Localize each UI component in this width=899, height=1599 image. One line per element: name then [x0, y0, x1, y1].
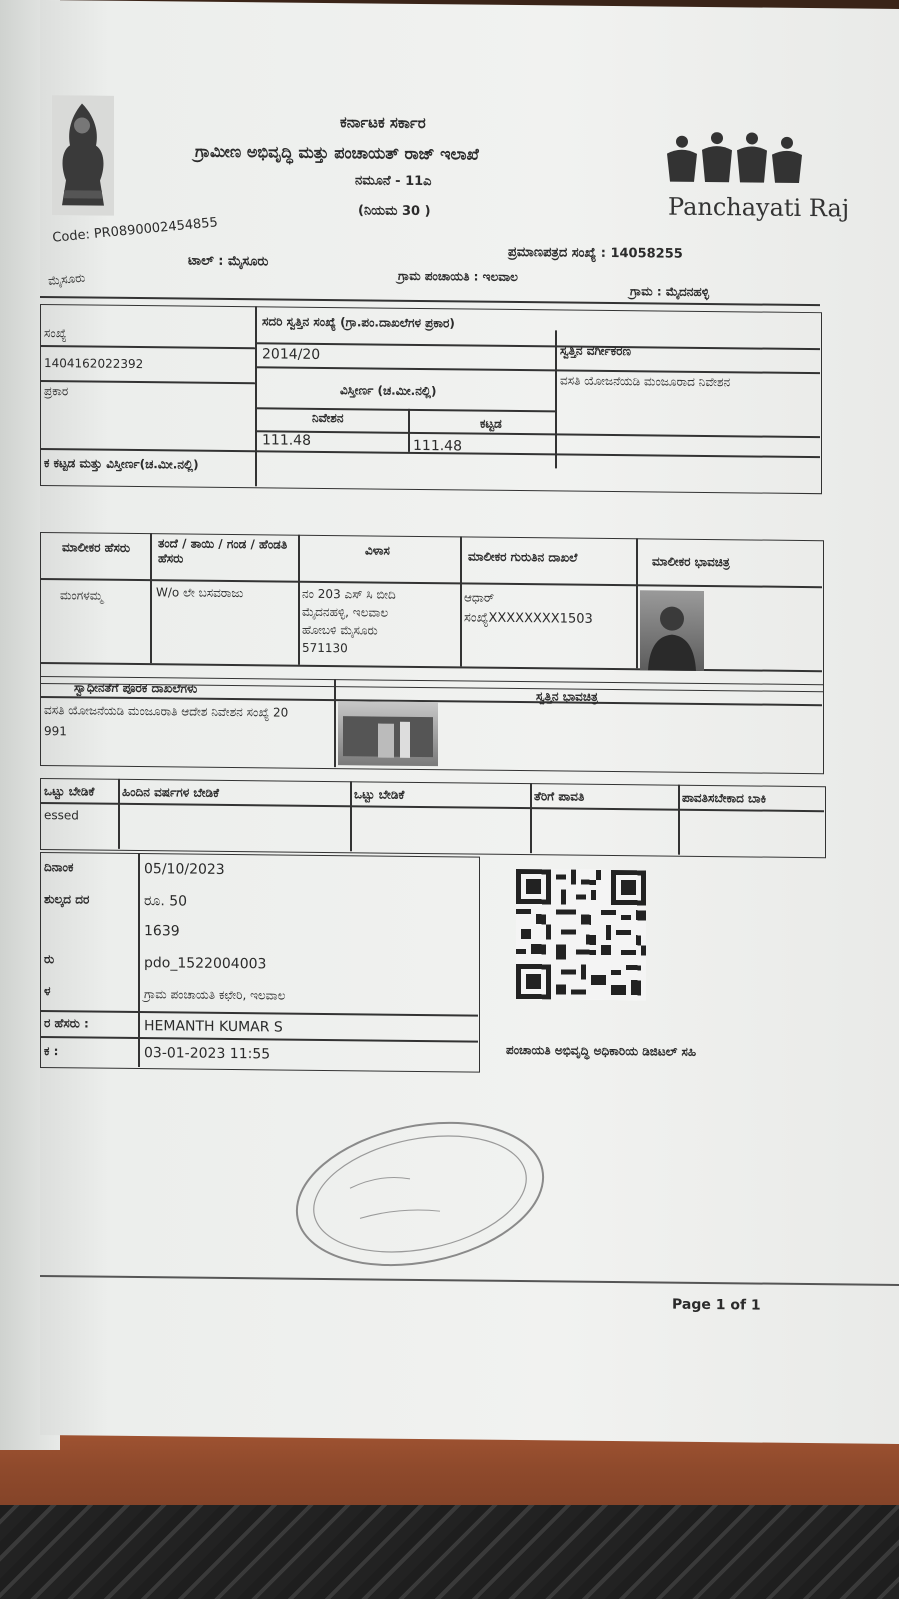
tax-header-balance: ಪಾವತಿಸಬೇಕಾದ ಬಾಕಿ	[682, 790, 767, 806]
officer-name: HEMANTH KUMAR S	[144, 1018, 283, 1036]
property-photo-label: ಸ್ವತ್ತಿನ ಭಾವಚಿತ್ರ	[536, 689, 598, 704]
tax-header-paid: ತೆರಿಗೆ ಪಾವತಿ	[534, 789, 585, 804]
divider	[150, 533, 152, 663]
plot-label: ನಿವೇಶನ	[312, 410, 344, 426]
address-line3: ಹೋಬಳಿ ಮೈಸೂರು	[302, 622, 378, 638]
class-label: ಸ್ವತ್ತಿನ ವರ್ಗೀಕರಣ	[560, 343, 631, 359]
fee-label: ಶುಲ್ಕದ ದರ	[44, 892, 90, 907]
sadar-value: 2014/20	[262, 346, 321, 363]
docs-value2: 991	[44, 724, 67, 739]
owner-id-number: ಸಂಖ್ಯೆXXXXXXXX1503	[464, 610, 593, 627]
address-line1: ನಂ 203 ಎಸ್ ಸಿ ಬೀದಿ	[302, 586, 396, 602]
divider	[334, 679, 336, 767]
issue-fee: ರೂ. 50	[144, 893, 188, 910]
owner-id-type: ಆಧಾರ್	[464, 590, 495, 605]
digital-signature-label: ಪಂಚಾಯತಿ ಅಭಿವೃದ್ಧಿ ಅಧಿಕಾರಿಯ ಡಿಜಿಟಲ್ ಸಹಿ	[506, 1042, 697, 1059]
rule-number: (ನಿಯಮ 30 )	[358, 203, 431, 220]
district: ಮೈಸೂರು	[47, 270, 86, 289]
code: Code: PR0890002454855	[51, 215, 219, 246]
issue-date: 05/10/2023	[144, 861, 225, 878]
divider	[138, 853, 140, 1067]
official-seal-stamp	[290, 1118, 550, 1271]
building-area-label: ಕ ಕಟ್ಟಡ ಮತ್ತು ವಿಸ್ತೀರ್ಣ(ಚ.ಮೀ.ನಲ್ಲಿ)	[44, 456, 199, 472]
sadar-label: ಸದರಿ ಸ್ವತ್ತಿನ ಸಂಖ್ಯೆ (ಗ್ರಾ.ಪಂ.ದಾಖಲೆಗಳ ಪ್ರಕಾರ)	[262, 314, 455, 331]
property-id-label: ಸಂಖ್ಯೆ	[44, 326, 67, 341]
divider	[678, 785, 680, 855]
property-photo	[338, 701, 438, 766]
owner-name: ಮಂಗಳಮ್ಮ	[60, 588, 103, 603]
footer-divider	[40, 1275, 899, 1285]
divider	[460, 536, 462, 666]
property-id-value: 1404162022392	[44, 356, 144, 372]
patterned-cloth	[0, 1505, 899, 1599]
issue-timestamp: 03-01-2023 11:55	[144, 1045, 271, 1063]
qr-code	[516, 869, 646, 1000]
divider	[636, 538, 638, 668]
page-indicator: Page 1 of 1	[672, 1296, 761, 1314]
village: ಗ್ರಾಮ : ಮೈದನಹಳ್ಳಿ	[630, 284, 709, 300]
building-label: ಕಟ್ಟಡ	[480, 416, 502, 431]
area-label: ವಿಸ್ತೀರ್ಣ (ಚ.ಮೀ.ನಲ್ಲಿ)	[340, 383, 437, 399]
taluk: ಟಾಲ್ : ಮೈಸೂರು	[188, 253, 269, 270]
karnataka-emblem-icon	[52, 95, 114, 216]
relation-header: ತಂದೆ / ತಾಯಿ / ಗಂಡ / ಹೆಂಡತಿ ಹೆಸರು	[158, 536, 288, 566]
dept-line1: ಕರ್ನಾಟಕ ಸರ್ಕಾರ	[340, 113, 426, 133]
owner-id-header: ಮಾಲೀಕರ ಗುರುತಿನ ದಾಖಲೆ	[468, 549, 578, 565]
tax-row-value: essed	[44, 808, 79, 823]
owner-name-header: ಮಾಲೀಕರ ಹೆಸರು	[62, 540, 131, 555]
docs-label: ಸ್ವಾಧೀನತೆಗೆ ಪೂರಕ ದಾಖಲೆಗಳು	[74, 680, 198, 696]
date-label: ದಿನಾಂಕ	[44, 860, 74, 875]
timestamp-label: ಕ :	[44, 1044, 59, 1059]
user-label: ರು	[44, 952, 55, 967]
divider	[530, 783, 532, 853]
divider	[255, 306, 257, 486]
user-id: pdo_1522004003	[144, 955, 267, 973]
address-header: ವಿಳಾಸ	[365, 543, 390, 558]
divider	[298, 535, 300, 665]
receipt-number: 1639	[144, 923, 180, 940]
divider	[408, 409, 410, 452]
plot-value: 111.48	[262, 432, 311, 449]
tax-header-total: ಒಟ್ಟು ಬೇಡಿಕೆ	[44, 784, 95, 799]
divider	[350, 781, 352, 851]
form-number: ನಮೂನೆ - 11ಎ	[355, 173, 432, 190]
panchayati-raj-logo-icon	[662, 132, 812, 189]
building-value: 111.48	[413, 437, 462, 455]
dept-line2: ಗ್ರಾಮೀಣ ಅಭಿವೃದ್ಧಿ ಮತ್ತು ಪಂಚಾಯತ್ ರಾಜ್ ಇಲಾಖೆ	[195, 141, 479, 164]
divider	[118, 779, 120, 849]
divider	[555, 330, 557, 468]
gram-panchayat: ಗ್ರಾಮ ಪಂಚಾಯತಿ : ಇಲವಾಲ	[398, 268, 518, 285]
address-line4: 571130	[302, 640, 348, 656]
officer-label: ರ ಹೆಸರು :	[44, 1016, 89, 1031]
docs-value1: ವಸತಿ ಯೋಜನೆಯಡಿ ಮಂಜೂರಾತಿ ಆದೇಶ ನಿವೇಶನ ಸಂಖ್ಯೆ 20	[44, 703, 289, 720]
tax-header-previous: ಹಿಂದಿನ ವರ್ಷಗಳ ಬೇಡಿಕೆ	[122, 784, 220, 800]
certificate-page	[40, 0, 899, 1444]
owner-photo	[640, 590, 704, 671]
owner-photo-header: ಮಾಲೀಕರ ಭಾವಚಿತ್ರ	[652, 554, 730, 570]
property-type-label: ಪ್ರಕಾರ	[44, 384, 69, 399]
brand-name: Panchayati Raj	[668, 192, 850, 223]
certificate-number: ಪ್ರಮಾಣಪತ್ರದ ಸಂಖ್ಯೆ : 14058255	[508, 244, 683, 262]
address-line2: ಮೈದನಹಳ್ಳಿ, ಇಲವಾಲ	[302, 604, 389, 620]
owner-relation: W/o ಲೇ ಬಸವರಾಜು	[156, 585, 244, 601]
issuing-office: ಗ್ರಾಮ ಪಂಚಾಯತಿ ಕಛೇರಿ, ಇಲವಾಲ	[144, 987, 286, 1003]
tax-header-demand: ಒಟ್ಟು ಬೇಡಿಕೆ	[354, 787, 405, 802]
class-value: ವಸತಿ ಯೋಜನೆಯಡಿ ಮಂಜೂರಾದ ನಿವೇಶನ	[560, 373, 731, 390]
office-label: ಳ	[44, 984, 51, 999]
